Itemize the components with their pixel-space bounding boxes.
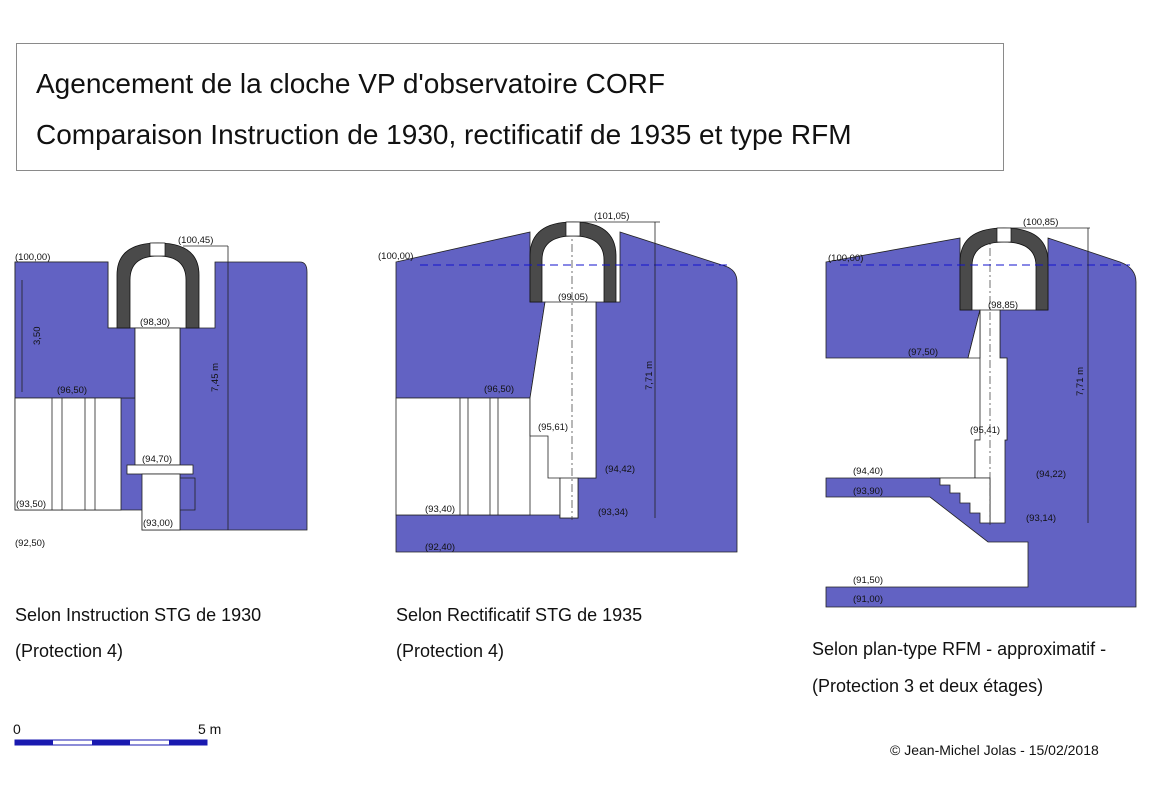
- level-95-41: (95,41): [970, 425, 1001, 436]
- shaft-1930: [135, 328, 180, 465]
- level-95-61: (95,61): [538, 422, 569, 433]
- level-94-22: (94,22): [1036, 469, 1067, 480]
- scale-segment: [92, 740, 130, 745]
- level-98-30: (98,30): [140, 317, 171, 328]
- gallery-1935: [396, 398, 530, 515]
- level-97-50: (97,50): [908, 347, 939, 358]
- scale-bar: [13, 721, 221, 745]
- drawing-1935: [378, 211, 737, 661]
- well-1935: [560, 478, 578, 518]
- dim-height-label: 3,50: [32, 326, 43, 345]
- gallery-floor-1930: [15, 398, 121, 510]
- level-91-50: (91,50): [853, 575, 884, 586]
- level-100-00: (100,00): [828, 253, 864, 264]
- level-93-34: (93,34): [598, 507, 629, 518]
- dim-total-label: 7,71 m: [644, 360, 655, 390]
- concrete-block-1935: [396, 232, 545, 398]
- level-93-50: (93,50): [16, 499, 47, 510]
- level-92-40: (92,40): [425, 542, 456, 553]
- level-100-00: (100,00): [378, 251, 414, 262]
- dim-total-label: 7,71 m: [1075, 366, 1086, 396]
- scale-start-label: 0: [13, 721, 21, 737]
- scale-end-label: 5 m: [198, 721, 222, 737]
- dim-total-label: 7,45 m: [210, 362, 221, 392]
- caption-1935-line2: (Protection 4): [396, 641, 505, 661]
- level-100-00: (100,00): [15, 252, 51, 263]
- bell-slot-1935: [566, 222, 580, 236]
- level-94-42: (94,42): [605, 464, 636, 475]
- level-93-40: (93,40): [425, 504, 456, 515]
- level-101-05: (101,05): [594, 211, 630, 222]
- drawing-1930: [15, 235, 307, 661]
- level-91-00: (91,00): [853, 594, 884, 605]
- level-96-50: (96,50): [484, 384, 515, 395]
- level-93-90: (93,90): [853, 486, 884, 497]
- level-93-14: (93,14): [1026, 513, 1057, 524]
- level-94-70: (94,70): [142, 454, 173, 465]
- level-98-85: (98,85): [988, 300, 1019, 311]
- level-92-50: (92,50): [15, 538, 46, 549]
- level-100-45: (100,45): [178, 235, 214, 246]
- scale-segment: [15, 740, 53, 745]
- level-96-50: (96,50): [57, 385, 88, 396]
- copyright: © Jean-Michel Jolas - 15/02/2018: [890, 742, 1099, 758]
- level-99-05: (99,05): [558, 292, 589, 303]
- bell-slot-1930: [150, 243, 165, 256]
- title-line-1: Agencement de la cloche VP d'observatoire CORF: [36, 68, 665, 99]
- level-93-00: (93,00): [143, 518, 174, 529]
- caption-rfm-line1: Selon plan-type RFM - approximatif -: [812, 639, 1107, 659]
- caption-1930-line2: (Protection 4): [15, 641, 124, 661]
- caption-1935-line1: Selon Rectificatif STG de 1935: [396, 605, 643, 625]
- caption-rfm-line2: (Protection 3 et deux étages): [812, 676, 1044, 696]
- level-100-85: (100,85): [1023, 217, 1059, 228]
- scale-segment: [169, 740, 207, 745]
- title-line-2: Comparaison Instruction de 1930, rectificatif de 1935 et type RFM: [36, 119, 852, 150]
- drawing-rfm: [812, 217, 1136, 696]
- level-94-40: (94,40): [853, 466, 884, 477]
- bell-slot-rfm: [997, 228, 1011, 242]
- caption-1930-line1: Selon Instruction STG de 1930: [15, 605, 262, 625]
- landing-1930: [127, 465, 193, 474]
